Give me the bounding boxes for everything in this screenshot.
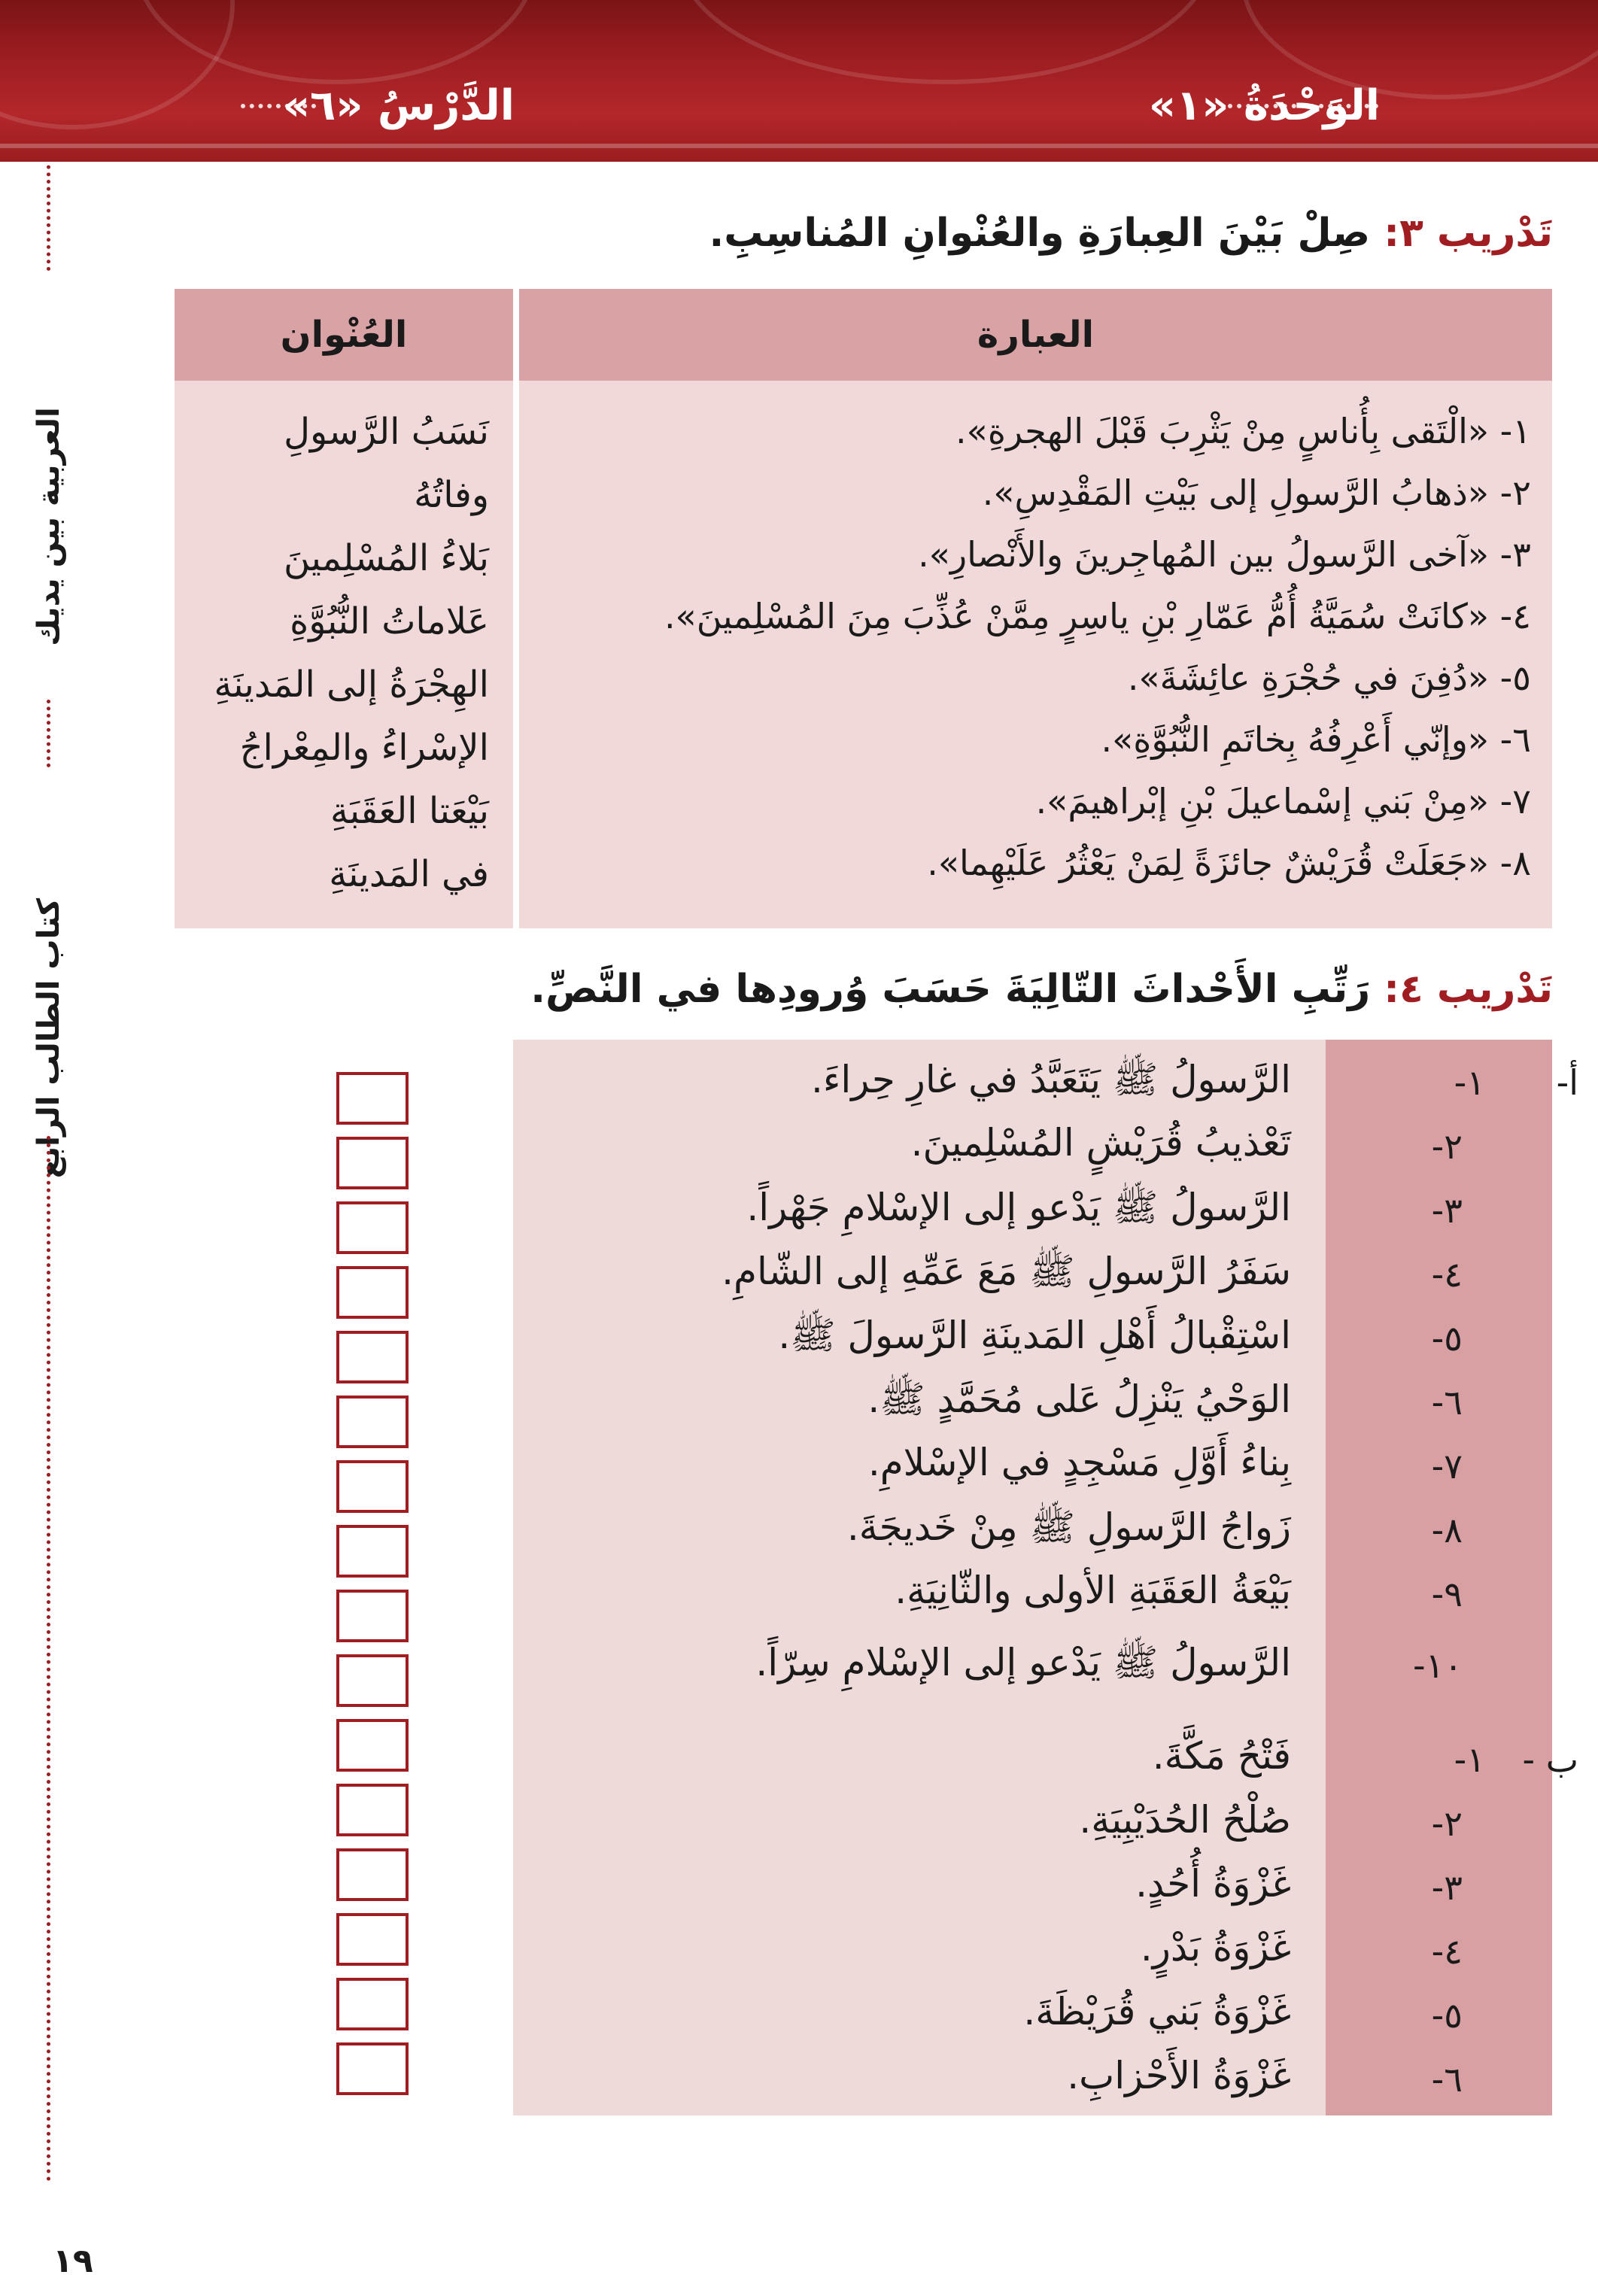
exercise3-instruction: صِلْ بَيْنَ العِبارَةِ والعُنْوانِ المُناسِبِ. <box>709 211 1371 256</box>
event-text: غَزْوَةُ بَدْرٍ. <box>1140 1926 1291 1970</box>
answer-box[interactable] <box>336 2042 409 2095</box>
answer-box[interactable] <box>336 1525 409 1578</box>
phrase-item: ٨- «جَعَلَتْ قُرَيْشٌ جائزَةً لِمَنْ يَعْثُرُ عَلَيْهِما». <box>927 843 1531 883</box>
book-title: العربية بين يديك <box>32 407 66 646</box>
title-item: الهِجْرَةُ إلى المَدينَةِ <box>214 664 489 706</box>
answer-box[interactable] <box>336 1848 409 1901</box>
phrase-column-header: العبارة <box>519 289 1552 381</box>
event-number: ٤- <box>1431 1254 1463 1295</box>
phrase-item: ٤- «كانَتْ سُمَيَّةُ أُمُّ عَمّارِ بْنِ ياسِرٍ مِمَّنْ عُذِّبَ مِنَ المُسْلِمينَ». <box>664 596 1531 636</box>
exercise4-label: تَدْريب ٤: <box>1384 967 1553 1012</box>
answer-box[interactable] <box>336 1460 409 1513</box>
side-dots-bottom <box>47 1136 50 2182</box>
event-text: غَزْوَةُ أُحُدٍ. <box>1135 1862 1291 1906</box>
event-number: ٢- <box>1431 1126 1463 1167</box>
group-b-label: ب - <box>1522 1739 1578 1780</box>
event-number: ١٠- <box>1412 1645 1463 1686</box>
header-ornament <box>677 0 1213 84</box>
phrase-item: ٢- «ذهابُ الرَّسولِ إلى بَيْتِ المَقْدِسِ». <box>982 472 1531 513</box>
event-text: تَعْذيبُ قُرَيْشٍ المُسْلِمينَ. <box>910 1121 1291 1165</box>
side-dots-top <box>47 158 50 271</box>
exercise4-title <box>530 967 1553 1012</box>
title-item: وفاتُهُ <box>414 474 489 516</box>
event-number: ٦- <box>1431 2059 1463 2100</box>
exercise3-title <box>709 211 1553 256</box>
event-number: ٣- <box>1431 1867 1463 1908</box>
answer-box[interactable] <box>336 1719 409 1772</box>
phrase-item: ٦- «وإنّي أَعْرِفُهُ بِخاتَمِ النُّبُوَّةِ». <box>1101 719 1531 760</box>
event-text: اسْتِقْبالُ أَهْلِ المَدينَةِ الرَّسولَ ﷺ. <box>778 1314 1291 1357</box>
answer-box[interactable] <box>336 1266 409 1319</box>
title-item: بَيْعَتا العَقَبَةِ <box>330 790 489 832</box>
event-text: سَفَرُ الرَّسولِ ﷺ مَعَ عَمِّهِ إلى الشّامِ. <box>722 1250 1291 1293</box>
answer-box[interactable] <box>336 1784 409 1836</box>
phrase-item: ٧- «مِنْ بَني إسْماعيلَ بْنِ إبْراهيمَ». <box>1035 781 1531 822</box>
event-text: الرَّسولُ ﷺ يَتَعَبَّدُ في غارِ حِراءَ. <box>811 1058 1291 1101</box>
phrase-item: ٣- «آخى الرَّسولُ بين المُهاجِرينَ والأَنْصارِ». <box>918 534 1531 575</box>
event-number: ٨- <box>1431 1510 1463 1550</box>
event-text: غَزْوَةُ بَني قُرَيْظَةَ. <box>1023 1990 1291 2033</box>
phrase-item: ٥- «دُفِنَ في حُجْرَةِ عائِشَةَ». <box>1127 658 1531 698</box>
event-number: ٥- <box>1431 1318 1463 1359</box>
answer-box[interactable] <box>336 1654 409 1707</box>
page-number: ١٩ <box>53 2242 93 2280</box>
event-number: ٢- <box>1431 1803 1463 1844</box>
title-item: الإسْراءُ والمِعْراجُ <box>239 727 489 769</box>
event-text: الرَّسولُ ﷺ يَدْعو إلى الإسْلامِ سِرّاً. <box>755 1641 1291 1684</box>
event-text: الرَّسولُ ﷺ يَدْعو إلى الإسْلامِ جَهْراً. <box>746 1186 1291 1229</box>
event-number: ٩- <box>1431 1574 1463 1614</box>
event-text: بَيْعَةُ العَقَبَةِ الأولى والثّانِيَةِ. <box>895 1569 1291 1612</box>
answer-box[interactable] <box>336 1913 409 1966</box>
answer-box[interactable] <box>336 1201 409 1254</box>
lesson-title: الدَّرْسُ «٦» <box>282 81 515 130</box>
event-text: غَزْوَةُ الأَحْزابِ. <box>1067 2054 1291 2097</box>
event-number: ٣- <box>1431 1190 1463 1231</box>
exercise3-label: تَدْريب ٣: <box>1384 211 1553 256</box>
event-text: صُلْحُ الحُدَيْبِيَةِ. <box>1079 1798 1291 1842</box>
titles-cell <box>175 381 513 928</box>
event-number: ٥- <box>1431 1995 1463 2036</box>
phrase-item: ١- «الْتَقى بِأُناسٍ مِنْ يَثْرِبَ قَبْلَ الهجرةِ». <box>955 411 1531 451</box>
event-number: ١- <box>1454 1062 1485 1103</box>
group-a-label: أ- <box>1556 1062 1578 1103</box>
title-item: في المَدينَةِ <box>329 853 489 895</box>
title-column-header: العُنْوان <box>175 289 513 381</box>
event-text: فَتْحُ مَكَّةَ. <box>1152 1734 1291 1778</box>
answer-box[interactable] <box>336 1137 409 1189</box>
exercise4-instruction: رَتِّبِ الأَحْداثَ التّالِيَةَ حَسَبَ وُرودِها في النَّصِّ. <box>530 967 1371 1012</box>
event-number: ١- <box>1454 1739 1485 1780</box>
header-divider <box>0 144 1598 148</box>
exercise3-table <box>175 289 1552 928</box>
page-header <box>0 0 1598 162</box>
event-text: الوَحْيُ يَنْزِلُ عَلى مُحَمَّدٍ ﷺ. <box>867 1377 1291 1421</box>
answer-box[interactable] <box>336 1331 409 1383</box>
event-number: ٤- <box>1431 1931 1463 1972</box>
phrases-cell <box>519 381 1552 928</box>
title-item: نَسَبُ الرَّسولِ <box>284 411 489 453</box>
unit-title: الوَحْدَةُ «١» <box>1148 81 1380 130</box>
column-divider <box>513 289 519 928</box>
title-item: بَلاءُ المُسْلِمينَ <box>283 537 489 579</box>
event-text: بِناءُ أَوَّلِ مَسْجِدٍ في الإسْلامِ. <box>867 1441 1291 1484</box>
answer-box[interactable] <box>336 1396 409 1448</box>
answer-box[interactable] <box>336 1072 409 1125</box>
answer-box[interactable] <box>336 1978 409 2030</box>
event-number: ٧- <box>1431 1446 1463 1487</box>
event-text: زَواجُ الرَّسولِ ﷺ مِنْ خَديجَةَ. <box>846 1505 1291 1549</box>
side-dots-middle <box>47 700 50 767</box>
event-number: ٦- <box>1431 1382 1463 1423</box>
answer-box[interactable] <box>336 1590 409 1642</box>
title-item: عَلاماتُ النُّبُوَّةِ <box>290 600 489 642</box>
book-subtitle: كتاب الطالب الرابع <box>32 897 66 1179</box>
